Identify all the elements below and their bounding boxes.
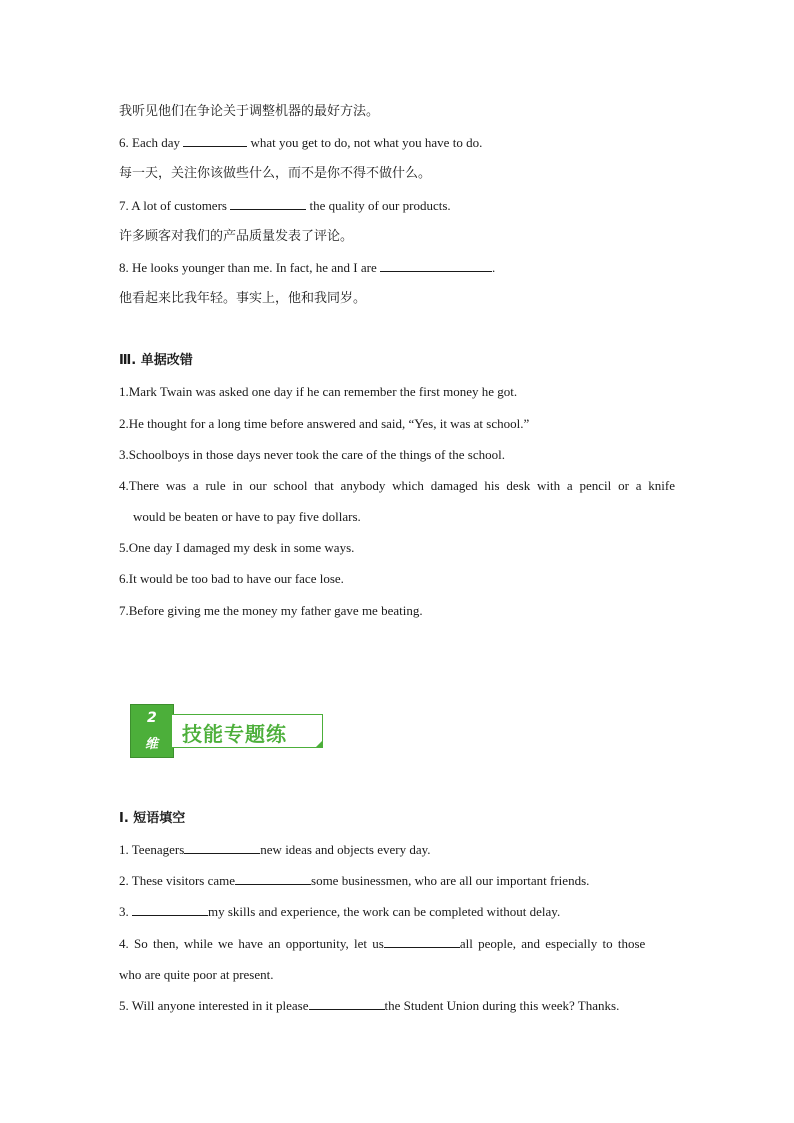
question-text: 8. He looks younger than me. In fact, he and I are [119, 260, 377, 275]
banner-dimension: 维 [145, 737, 159, 752]
correction-item-6: 6.It would be too bad to have our face lose. [119, 571, 344, 586]
answer-blank[interactable] [384, 935, 460, 948]
question-text: 2. These visitors came [119, 873, 236, 888]
question-text: 6. Each day [119, 135, 181, 150]
banner-title-bar [172, 714, 323, 748]
question-text: my skills and experience, the work can be completed without delay. [208, 904, 561, 919]
answer-blank[interactable] [235, 872, 311, 885]
answer-blank[interactable] [380, 259, 492, 272]
question-text: new ideas and objects every day. [260, 842, 431, 857]
question-text: 1. Teenagers [119, 842, 185, 857]
correction-item-5: 5.One day I damaged my desk in some ways. [119, 540, 355, 555]
phrase-question-4-cont: who are quite poor at present. [119, 967, 274, 982]
section-heading: Ⅲ. 单据改错 [119, 353, 193, 368]
correction-item-4: 4.There was a rule in our school that anybody which damaged his desk with a pencil or a knife [119, 478, 675, 493]
sentence-translation-cn: 每一天，关注你该做些什么，而不是你不得不做什么。 [119, 166, 432, 181]
question-text: what you get to do, not what you have to do. [250, 135, 483, 150]
banner-badge [130, 704, 174, 758]
question-text: all people, and especially to those [459, 936, 646, 951]
answer-blank[interactable] [309, 997, 385, 1010]
phrase-question-4 [119, 935, 675, 953]
correction-item-2: 2.He thought for a long time before answered and said, “Yes, it was at school.” [119, 416, 530, 431]
phrase-question-3 [119, 903, 560, 921]
banner-number: 2 [147, 710, 157, 726]
answer-blank[interactable] [132, 903, 208, 916]
sentence-translation-cn: 他看起来比我年轻。事实上，他和我同岁。 [119, 291, 367, 306]
question-text: some businessmen, who are all our important friends. [311, 873, 590, 888]
sentence-translation-cn: 许多顾客对我们的产品质量发表了评论。 [119, 229, 354, 244]
correction-item-3: 3.Schoolboys in those days never took the care of the things of the school. [119, 447, 505, 462]
correction-item-1: 1.Mark Twain was asked one day if he can remember the first money he got. [119, 384, 518, 399]
question-text: . [492, 260, 496, 275]
question-text: 7. A lot of customers [119, 198, 227, 213]
phrase-question-2 [119, 872, 589, 890]
banner-corner-decoration [315, 740, 323, 748]
question-text: the Student Union during this week? Thanks. [384, 998, 620, 1013]
sentence-translation-cn: 我听见他们在争论关于调整机器的最好方法。 [119, 104, 380, 119]
section-banner [130, 704, 326, 758]
correction-item-4-cont: would be beaten or have to pay five dollars. [133, 509, 361, 524]
section-heading: I. 短语填空 [119, 811, 186, 826]
question-text: 4. So then, while we have an opportunity, let us [119, 936, 384, 951]
fill-question-8 [119, 259, 495, 277]
phrase-question-1 [119, 841, 431, 859]
phrase-question-5 [119, 997, 619, 1015]
fill-question-7 [119, 197, 451, 215]
banner-title: 技能专题练 [182, 722, 287, 746]
answer-blank[interactable] [230, 197, 306, 210]
answer-blank[interactable] [183, 134, 247, 147]
question-text: 5. Will anyone interested in it please [119, 998, 309, 1013]
answer-blank[interactable] [184, 841, 260, 854]
correction-item-7: 7.Before giving me the money my father gave me beating. [119, 603, 423, 618]
fill-question-6 [119, 134, 482, 152]
question-text: the quality of our products. [309, 198, 451, 213]
question-text: 3. [119, 904, 129, 919]
